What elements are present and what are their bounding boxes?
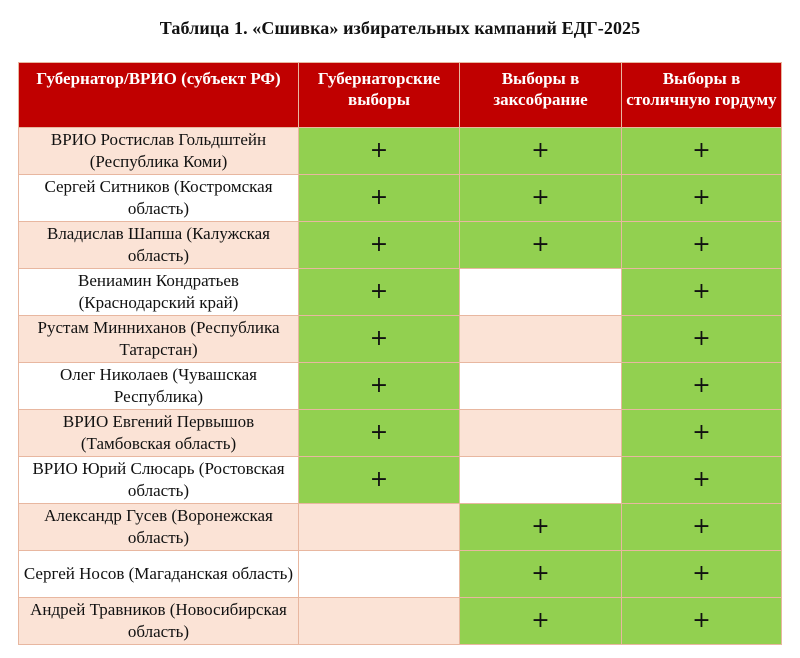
city-duma-elections-cell [622, 457, 782, 504]
table-row [19, 410, 782, 457]
governor-name-cell: Александр Гусев (Воронежская область) [19, 504, 299, 551]
city-duma-elections-cell [622, 269, 782, 316]
legislature-elections-cell [460, 598, 622, 645]
governor-name-cell: ВРИО Юрий Слюсарь (Ростовская область) [19, 457, 299, 504]
plus-mark: + [369, 372, 389, 398]
plus-mark: + [692, 560, 711, 586]
plus-mark: + [692, 607, 711, 633]
plus-mark: + [692, 466, 711, 492]
plus-mark: + [692, 513, 711, 539]
legislature-elections-cell [460, 175, 622, 222]
plus-mark: + [692, 184, 711, 210]
table-row [19, 551, 782, 598]
campaign-table [18, 62, 782, 645]
legislature-elections-cell [460, 316, 622, 363]
governor-elections-cell [299, 269, 460, 316]
plus-mark: + [692, 278, 711, 304]
legislature-elections-cell [460, 269, 622, 316]
plus-mark: + [531, 560, 550, 586]
table-row [19, 363, 782, 410]
governor-elections-cell [299, 457, 460, 504]
plus-mark: + [531, 184, 550, 210]
city-duma-elections-cell [622, 363, 782, 410]
plus-mark: + [692, 372, 711, 398]
legislature-elections-cell [460, 504, 622, 551]
governor-name-cell: Владислав Шапша (Калужская область) [19, 222, 299, 269]
table-row [19, 504, 782, 551]
legislature-elections-cell [460, 551, 622, 598]
table-row [19, 175, 782, 222]
legislature-elections-cell [460, 363, 622, 410]
governor-name-cell: Рустам Минниханов (Республика Татарстан) [19, 316, 299, 363]
plus-mark: + [531, 231, 550, 257]
city-duma-elections-cell [622, 316, 782, 363]
table-row [19, 269, 782, 316]
plus-mark: + [369, 278, 389, 304]
plus-mark: + [692, 419, 711, 445]
column-header-city-duma-elections: Выборы в столичную гордуму [622, 63, 782, 128]
city-duma-elections-cell [622, 128, 782, 175]
plus-mark: + [531, 137, 550, 163]
governor-elections-cell [299, 222, 460, 269]
city-duma-elections-cell [622, 551, 782, 598]
table-row [19, 457, 782, 504]
column-header-governor-elections: Губернаторские выборы [299, 63, 460, 128]
governor-elections-cell [299, 598, 460, 645]
governor-elections-cell [299, 504, 460, 551]
governor-name-cell: Вениамин Кондратьев (Краснодарский край) [19, 269, 299, 316]
table-title: Таблица 1. «Сшивка» избирательных кампаний ЕДГ-2025 [159, 18, 641, 38]
governor-elections-cell [299, 551, 460, 598]
plus-mark: + [692, 231, 711, 257]
governor-name-cell: Сергей Ситников (Костромская область) [19, 175, 299, 222]
governor-elections-cell [299, 128, 460, 175]
city-duma-elections-cell [622, 598, 782, 645]
governor-name-cell: ВРИО Ростислав Гольдштейн (Республика Коми) [19, 128, 299, 175]
plus-mark: + [531, 513, 550, 539]
plus-mark: + [531, 607, 550, 633]
governor-elections-cell [299, 363, 460, 410]
plus-mark: + [369, 137, 389, 163]
plus-mark: + [369, 325, 389, 351]
header-row [19, 63, 782, 128]
table-row [19, 222, 782, 269]
table-row [19, 128, 782, 175]
table-body [19, 128, 782, 645]
governor-name-cell: ВРИО Евгений Первышов (Тамбовская область) [19, 410, 299, 457]
plus-mark: + [692, 137, 711, 163]
legislature-elections-cell [460, 128, 622, 175]
plus-mark: + [369, 231, 389, 257]
table-row [19, 316, 782, 363]
city-duma-elections-cell [622, 222, 782, 269]
governor-elections-cell [299, 316, 460, 363]
table-row [19, 598, 782, 645]
column-header-legislature-elections: Выборы в заксобрание [460, 63, 622, 128]
governor-name-cell: Сергей Носов (Магаданская область) [19, 551, 299, 598]
legislature-elections-cell [460, 457, 622, 504]
city-duma-elections-cell [622, 175, 782, 222]
plus-mark: + [692, 325, 711, 351]
city-duma-elections-cell [622, 410, 782, 457]
plus-mark: + [369, 419, 389, 445]
plus-mark: + [369, 466, 389, 492]
legislature-elections-cell [460, 222, 622, 269]
governor-elections-cell [299, 410, 460, 457]
governor-name-cell: Олег Николаев (Чувашская Республика) [19, 363, 299, 410]
legislature-elections-cell [460, 410, 622, 457]
governor-name-cell: Андрей Травников (Новосибирская область) [19, 598, 299, 645]
governor-elections-cell [299, 175, 460, 222]
plus-mark: + [369, 184, 389, 210]
city-duma-elections-cell [622, 504, 782, 551]
column-header-governor: Губернатор/ВРИО (субъект РФ) [19, 63, 299, 128]
